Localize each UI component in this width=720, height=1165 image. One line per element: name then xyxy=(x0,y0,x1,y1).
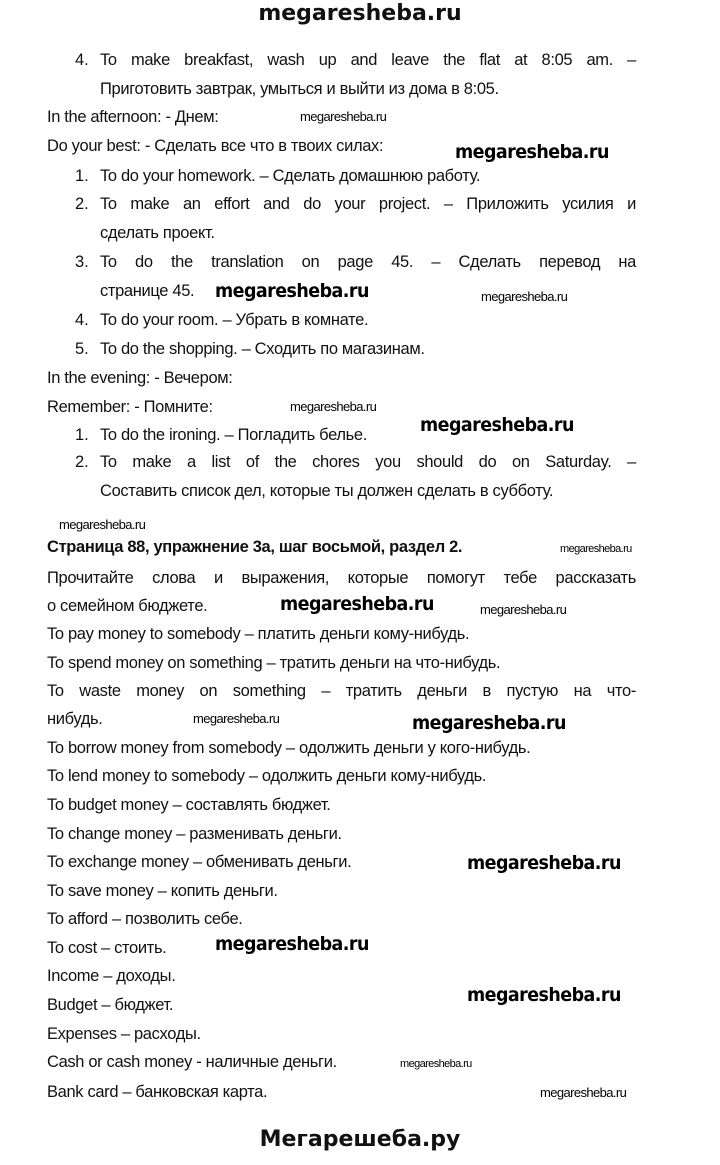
watermark-small: megaresheba.ru xyxy=(560,543,632,555)
watermark-small: megaresheba.ru xyxy=(480,602,567,617)
section-label: Remember: - Помните: xyxy=(47,398,213,416)
intro-text: Прочитайте слова и выражения, которые помогут тебе рассказать xyxy=(47,569,636,587)
watermark-small: megaresheba.ru xyxy=(540,1085,627,1100)
list-number: 1. xyxy=(75,167,89,185)
list-item-text: Приготовить завтрак, умыться и выйти из дома в 8:05. xyxy=(100,80,499,98)
watermark-small: megaresheba.ru xyxy=(290,399,377,414)
vocab-line: To borrow money from somebody – одолжить деньги у кого-нибудь. xyxy=(47,739,531,757)
vocab-line: To spend money on something – тратить деньги на что-нибудь. xyxy=(47,654,501,672)
section-label: Do your best: - Сделать все что в твоих силах: xyxy=(47,137,384,155)
watermark-small: megaresheba.ru xyxy=(193,711,280,726)
site-header: megaresheba.ru xyxy=(258,1,462,26)
list-item-text: To do the shopping. – Сходить по магазинам. xyxy=(100,340,425,358)
list-item-text: сделать проект. xyxy=(100,224,215,242)
vocab-line: Income – доходы. xyxy=(47,967,176,985)
vocab-line: нибудь. xyxy=(47,710,103,728)
vocab-line: To save money – копить деньги. xyxy=(47,882,278,900)
section-heading: Страница 88, упражнение 3а, шаг восьмой, раздел 2. xyxy=(47,538,463,556)
vocab-line: To afford – позволить себе. xyxy=(47,910,243,928)
list-item-text: To do the ironing. – Погладить белье. xyxy=(100,426,367,444)
watermark: megaresheba.ru xyxy=(412,712,566,734)
watermark: megaresheba.ru xyxy=(467,852,621,874)
vocab-line: To exchange money – обменивать деньги. xyxy=(47,853,352,871)
vocab-line: Cash or cash money - наличные деньги. xyxy=(47,1053,337,1071)
list-number: 2. xyxy=(75,453,89,471)
list-number: 4. xyxy=(75,311,89,329)
watermark: megaresheba.ru xyxy=(467,984,621,1006)
list-item-text: To make a list of the chores you should do on Saturday. – xyxy=(100,453,636,471)
list-item-text: To do your homework. – Сделать домашнюю работу. xyxy=(100,167,481,185)
watermark-small: megaresheba.ru xyxy=(400,1058,472,1070)
list-number: 1. xyxy=(75,426,89,444)
watermark-small: megaresheba.ru xyxy=(300,109,387,124)
vocab-line: Bank card – банковская карта. xyxy=(47,1083,268,1101)
vocab-line: To budget money – составлять бюджет. xyxy=(47,796,331,814)
site-footer: Мегарешеба.ру xyxy=(259,1127,461,1152)
watermark-small: megaresheba.ru xyxy=(481,289,568,304)
watermark: megaresheba.ru xyxy=(215,933,369,955)
section-label: In the evening: - Вечером: xyxy=(47,369,233,387)
list-item-text: To do the translation on page 45. – Сделать перевод на xyxy=(100,253,636,271)
vocab-line: To cost – стоить. xyxy=(47,939,167,957)
vocab-line: Budget – бюджет. xyxy=(47,996,174,1014)
list-item-text: странице 45. xyxy=(100,282,195,300)
list-item-text: To make breakfast, wash up and leave the flat at 8:05 am. – xyxy=(100,51,636,69)
vocab-line: To lend money to somebody – одолжить деньги кому-нибудь. xyxy=(47,767,487,785)
watermark: megaresheba.ru xyxy=(420,414,574,436)
list-number: 2. xyxy=(75,195,89,213)
vocab-line: To pay money to somebody – платить деньги кому-нибудь. xyxy=(47,625,470,643)
intro-text: о семейном бюджете. xyxy=(47,597,208,615)
list-number: 3. xyxy=(75,253,89,271)
vocab-line: To waste money on something – тратить деньги в пустую на что- xyxy=(47,682,636,700)
watermark: megaresheba.ru xyxy=(455,141,609,163)
list-item-text: To do your room. – Убрать в комнате. xyxy=(100,311,369,329)
watermark: megaresheba.ru xyxy=(215,280,369,302)
vocab-line: Expenses – расходы. xyxy=(47,1025,201,1043)
list-number: 5. xyxy=(75,340,89,358)
watermark-small: megaresheba.ru xyxy=(59,517,146,532)
list-number: 4. xyxy=(75,51,89,69)
list-item-text: Составить список дел, которые ты должен сделать в субботу. xyxy=(100,482,554,500)
section-label: In the afternoon: - Днем: xyxy=(47,108,219,126)
list-item-text: To make an effort and do your project. – Приложить усилия и xyxy=(100,195,636,213)
watermark: megaresheba.ru xyxy=(280,593,434,615)
vocab-line: To change money – разменивать деньги. xyxy=(47,825,342,843)
